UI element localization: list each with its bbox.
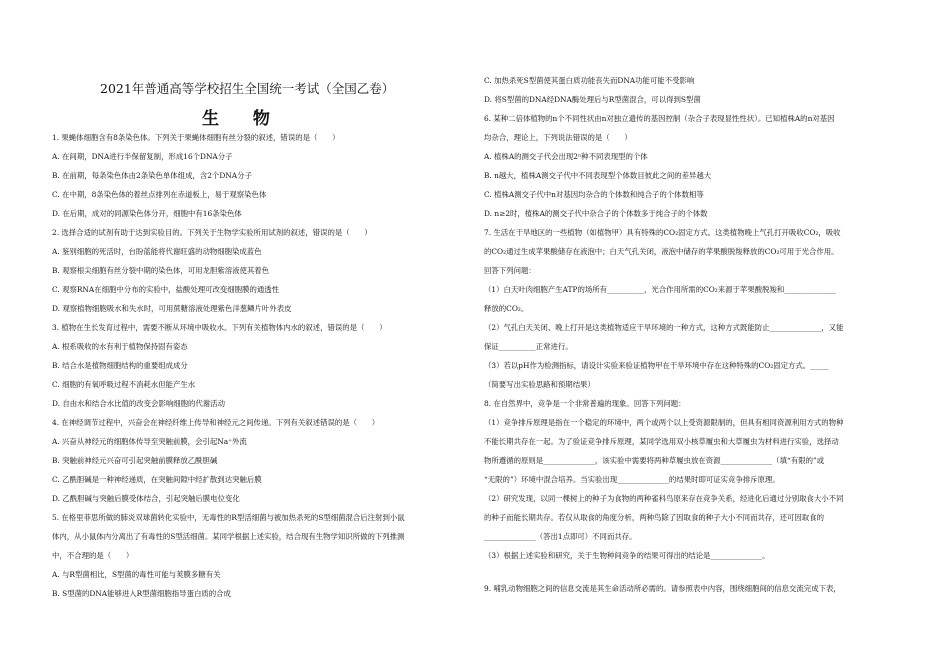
question-3-option-a: A. 根系吸收的水有利于植物保持固有姿态 [52, 342, 188, 351]
question-8-part-2-line-3: ______________（答出1点即可）不同而共存。 [484, 532, 637, 541]
question-2-option-c: C. 观察RNA在细胞中分布的实验中，盐酸处理可改变细胞膜的通透性 [52, 285, 280, 294]
question-5-option-b: B. S型菌的DNA能够进入R型菌细胞指导蛋白质的合成 [52, 589, 231, 598]
question-6-stem-line-2: 均杂合，理论上，下列说法错误的是（ ） [484, 133, 632, 142]
question-2-option-d: D. 观察植物细胞吸水和失水时，可用蔗糖溶液处理紫色洋葱鳞片叶外表皮 [52, 304, 292, 313]
question-5-option-a: A. 与R型菌相比，S型菌的毒性可能与荚膜多糖有关 [52, 570, 221, 579]
question-2-stem: 2. 选择合适的试剂有助于达到实验目的。下列关于生物学实验所用试剂的叙述，错误的是（ ） [52, 228, 372, 237]
question-6-option-d: D. n≥2时，植株A的测交子代中杂合子的个体数多于纯合子的个体数 [484, 209, 708, 218]
question-1-option-b: B. 在前期，每条染色体由2条染色单体组成，含2个DNA分子 [52, 171, 252, 180]
question-6-option-a: A. 植株A的测交子代会出现2ⁿ种不同表现型的个体 [484, 152, 648, 161]
question-4-option-b: B. 突触前神经元兴奋可引起突触前膜释放乙酰胆碱 [52, 456, 218, 465]
question-7-part-3-line-2: （简要写出实验思路和预期结果） [484, 380, 595, 389]
question-1-option-c: C. 在中期，8条染色体的着丝点排列在赤道板上，易于观察染色体 [52, 190, 267, 199]
question-8-part-2-line-2: 的种子而能长期共存。若仅从取食的角度分析，两种鸟除了因取食的种子大小不同而共存，还可因取食的 [484, 513, 824, 522]
exam-title: 2021年普通高等学校招生全国统一考试（全国乙卷） [100, 81, 395, 96]
question-7-part-2-line-1: （2）气孔白天关闭、晚上打开是这类植物适应干旱环境的一种方式，这种方式既能防止______________，又能 [484, 323, 844, 332]
question-6-stem-line-1: 6. 某种二倍体植物的n个不同性状由n对独立遗传的基因控制（杂合子表现显性性状）。已知植株A的n对基因 [484, 114, 835, 123]
question-8-part-1-line-1: （1）竞争排斥原理是指在一个稳定的环境中，两个或两个以上受资源限制的，但具有相同资源利用方式的物种 [484, 418, 844, 427]
question-5-option-c: C. 加热杀死S型菌使其蛋白质功能丧失而DNA功能可能不受影响 [484, 76, 695, 85]
question-1-option-d: D. 在后期，成对的同源染色体分开，细胞中有16条染色体 [52, 209, 242, 218]
question-3-option-b: B. 结合水是植物细胞结构的重要组成成分 [52, 361, 188, 370]
question-7-stem-line-1: 7. 生活在干旱地区的一些植物（如植物甲）具有特殊的CO₂固定方式。这类植物晚上气孔打开吸收CO₂，吸收 [484, 228, 841, 237]
question-5-stem-line-2: 体内，从小鼠体内分离出了有毒性的S型活细菌。某同学根据上述实验，结合现有生物学知识所做的下列推测 [52, 532, 405, 541]
question-8-part-3: （3）根据上述实验和研究，关于生物种间竞争的结果可得出的结论是______________。 [484, 551, 770, 560]
question-7-stem-line-3: 回答下列问题： [484, 266, 536, 275]
question-8-part-1-line-2: 不能长期共存在一起。为了验证竞争排斥原理，某同学选用双小核草履虫和大草履虫为材料进行实验，选择动 [484, 437, 839, 446]
question-7-part-3-line-1: （3）若以pH作为检测指标，请设计实验来验证植物甲在干旱环境中存在这种特殊的CO₂固定方式。_____ [484, 361, 829, 370]
question-7-stem-line-2: 的CO₂通过生成苹果酸储存在液泡中；白天气孔关闭，液泡中储存的苹果酸脱羧释放的CO₂可用于光合作用。 [484, 247, 839, 256]
question-8-part-1-line-4: “无限的”）环境中混合培养。当实验出现______________的结果时即可证实竞争排斥原理。 [484, 475, 780, 484]
question-8-part-2-line-1: （2）研究发现，以同一棵树上的种子为食物的两种雀科鸟原来存在竞争关系，经进化后通过分别取食大小不同 [484, 494, 844, 503]
question-3-option-d: D. 自由水和结合水比值的改变会影响细胞的代谢活动 [52, 399, 225, 408]
question-8-stem: 8. 在自然界中，竞争是一个非常普遍的现象。回答下列问题： [484, 399, 686, 408]
question-7-part-2-line-2: 保证__________正常进行。 [484, 342, 573, 351]
question-2-option-b: B. 观察根尖细胞有丝分裂中期的染色体，可用龙胆紫溶液使其着色 [52, 266, 270, 275]
question-4-option-c: C. 乙酰胆碱是一种神经递质，在突触间隙中经扩散到达突触后膜 [52, 475, 262, 484]
question-4-stem: 4. 在神经调节过程中，兴奋会在神经纤维上传导和神经元之间传递。下列有关叙述错误的是（ ） [52, 418, 380, 427]
question-4-option-a: A. 兴奋从神经元的细胞体传导至突触前膜，会引起Na⁺外流 [52, 437, 247, 446]
question-2-option-a: A. 鉴别细胞的死活时，台盼蓝能将代谢旺盛的动物细胞染成蓝色 [52, 247, 262, 256]
question-5-option-d: D. 将S型菌的DNA经DNA酶处理后与R型菌混合，可以得到S型菌 [484, 95, 701, 104]
question-1-option-a: A. 在间期，DNA进行半保留复制，形成16个DNA分子 [52, 152, 233, 161]
question-6-option-b: B. n越大，植株A测交子代中不同表现型个体数目彼此之间的差异越大 [484, 171, 712, 180]
question-1-stem: 1. 果蝇体细胞含有8条染色体。下列关于果蝇体细胞有丝分裂的叙述，错误的是（ ） [52, 133, 340, 142]
question-7-part-1-line-1: （1）白天叶肉细胞产生ATP的场所有__________，光合作用所需的CO₂来源于苹果酸脱羧和______________ [484, 285, 837, 294]
question-6-option-c: C. 植株A测交子代中n对基因均杂合的个体数和纯合子的个体数相等 [484, 190, 704, 199]
subject-heading: 生 物 [202, 109, 284, 129]
question-5-stem-line-1: 5. 在格里菲思所做的肺炎双球菌转化实验中，无毒性的R型活细菌与被加热杀死的S型细菌混合后注射到小鼠 [52, 513, 405, 522]
question-7-part-1-line-2: 释放的CO₂。 [484, 304, 529, 313]
question-3-option-c: C. 细胞的有氧呼吸过程不消耗水但能产生水 [52, 380, 196, 389]
question-5-stem-line-3: 中，不合理的是（ ） [52, 551, 134, 560]
question-8-part-1-line-3: 物所遵循的原则是______________，该实验中需要将两种草履虫放在资源______________（填“有限的”或 [484, 456, 825, 465]
question-3-stem: 3. 植物在生长发育过程中，需要不断从环境中吸收水。下列有关植物体内水的叙述，错误的是（ ） [52, 323, 387, 332]
question-9-stem: 9. 哺乳动物细胞之间的信息交流是其生命活动所必需的。请参照表中内容，围绕细胞间的信息交流完成下表， [484, 584, 841, 593]
question-4-option-d: D. 乙酰胆碱与突触后膜受体结合，引起突触后膜电位变化 [52, 494, 240, 503]
